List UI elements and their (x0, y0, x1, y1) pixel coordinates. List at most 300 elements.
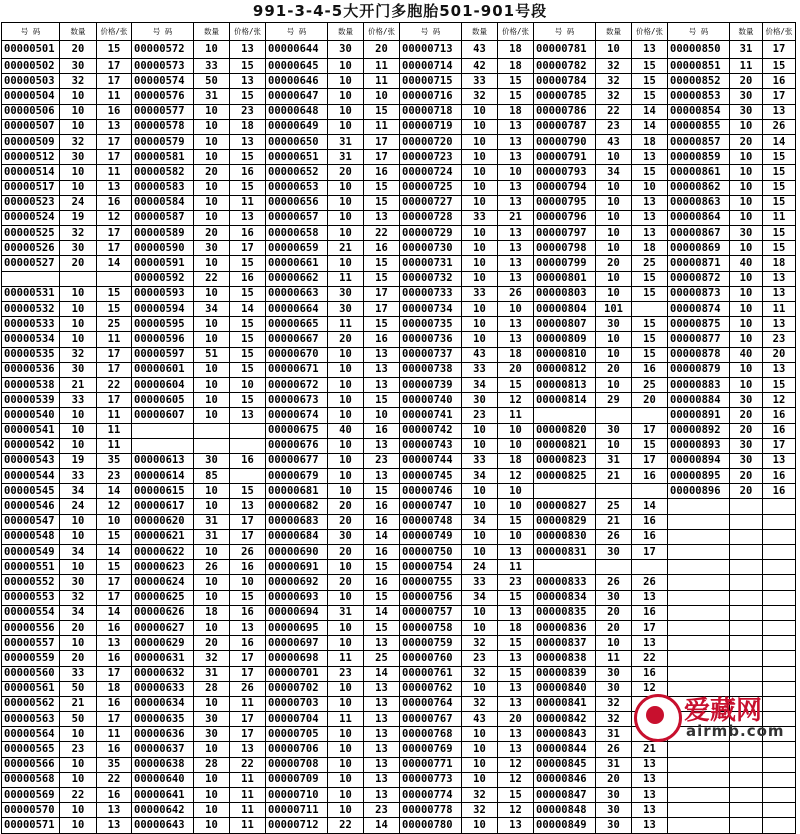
cell-qty: 20 (730, 74, 763, 89)
cell-code: 00000797 (534, 226, 596, 241)
cell-qty: 20 (328, 514, 364, 529)
cell-price: 15 (364, 256, 400, 271)
table-row (2, 666, 796, 681)
cell-price: 17 (230, 712, 266, 727)
cell-qty: 10 (328, 742, 364, 757)
cell-price: 11 (97, 438, 132, 453)
cell-price: 13 (364, 377, 400, 392)
cell-price: 15 (97, 529, 132, 544)
cell-qty (730, 499, 763, 514)
cell-qty: 10 (462, 772, 498, 787)
cell-qty: 10 (462, 332, 498, 347)
cell-code (668, 666, 730, 681)
cell-qty (730, 788, 763, 803)
table-row (2, 757, 796, 772)
cell-qty: 10 (194, 134, 230, 149)
cell-price: 10 (498, 438, 534, 453)
cell-price: 18 (498, 620, 534, 635)
cell-price: 17 (230, 727, 266, 742)
cell-price: 13 (498, 605, 534, 620)
cell-qty: 10 (194, 803, 230, 818)
header-qty: 数量 (730, 23, 763, 41)
cell-price: 15 (498, 514, 534, 529)
cell-qty (730, 529, 763, 544)
cell-qty: 20 (60, 41, 97, 59)
cell-qty: 32 (462, 666, 498, 681)
cell-qty: 32 (596, 89, 632, 104)
cell-price: 15 (763, 180, 796, 195)
cell-code: 00000784 (534, 74, 596, 89)
table-row (2, 362, 796, 377)
cell-price: 22 (364, 226, 400, 241)
cell-price: 15 (632, 317, 668, 332)
cell-price: 17 (230, 514, 266, 529)
cell-code: 00000873 (668, 286, 730, 301)
cell-price: 13 (364, 362, 400, 377)
cell-price: 16 (230, 271, 266, 286)
cell-code: 00000771 (400, 757, 462, 772)
table-row (2, 377, 796, 392)
cell-price: 17 (364, 286, 400, 301)
cell-code: 00000648 (266, 104, 328, 119)
cell-code: 00000552 (2, 575, 60, 590)
cell-qty: 10 (462, 241, 498, 256)
cell-price: 10 (498, 302, 534, 317)
cell-price: 23 (97, 469, 132, 484)
cell-code (668, 757, 730, 772)
cell-qty: 10 (462, 742, 498, 757)
cell-qty: 22 (194, 271, 230, 286)
cell-price: 15 (364, 180, 400, 195)
cell-price: 10 (498, 165, 534, 180)
cell-qty: 10 (60, 104, 97, 119)
cell-qty (730, 757, 763, 772)
cell-qty: 10 (328, 620, 364, 635)
cell-price: 20 (632, 393, 668, 408)
cell-code (534, 560, 596, 575)
header-price: 价格/张 (97, 23, 132, 41)
cell-qty: 10 (194, 41, 230, 59)
cell-price: 13 (498, 134, 534, 149)
cell-code: 00000546 (2, 499, 60, 514)
cell-code: 00000849 (534, 818, 596, 833)
cell-code: 00000584 (132, 195, 194, 210)
cell-qty: 22 (60, 788, 97, 803)
cell-code: 00000670 (266, 347, 328, 362)
cell-qty (730, 514, 763, 529)
cell-code: 00000728 (400, 210, 462, 225)
cell-price (763, 514, 796, 529)
cell-price: 14 (763, 134, 796, 149)
cell-qty: 20 (730, 469, 763, 484)
cell-code: 00000638 (132, 757, 194, 772)
table-row (2, 256, 796, 271)
table-row (2, 393, 796, 408)
cell-code: 00000658 (266, 226, 328, 241)
cell-code: 00000846 (534, 772, 596, 787)
cell-price: 11 (230, 818, 266, 833)
cell-price: 17 (97, 590, 132, 605)
cell-price: 13 (364, 681, 400, 696)
cell-code: 00000859 (668, 150, 730, 165)
cell-qty: 30 (60, 59, 97, 74)
cell-price: 13 (97, 818, 132, 833)
header-row (2, 23, 796, 41)
cell-price: 13 (498, 180, 534, 195)
cell-code: 00000863 (668, 195, 730, 210)
cell-price: 15 (364, 560, 400, 575)
cell-qty: 10 (730, 286, 763, 301)
cell-price: 16 (97, 195, 132, 210)
cell-price: 13 (632, 41, 668, 59)
cell-price: 11 (364, 74, 400, 89)
cell-price: 15 (230, 317, 266, 332)
cell-qty: 10 (60, 757, 97, 772)
cell-qty: 10 (462, 134, 498, 149)
cell-qty: 32 (462, 636, 498, 651)
cell-price: 16 (763, 423, 796, 438)
cell-price: 11 (364, 59, 400, 74)
cell-code: 00000574 (132, 74, 194, 89)
cell-code: 00000597 (132, 347, 194, 362)
cell-code: 00000812 (534, 362, 596, 377)
cell-qty: 11 (328, 271, 364, 286)
cell-code: 00000633 (132, 681, 194, 696)
cell-price: 15 (364, 195, 400, 210)
cell-code: 00000605 (132, 393, 194, 408)
cell-qty: 10 (596, 195, 632, 210)
cell-code: 00000566 (2, 757, 60, 772)
cell-price: 13 (632, 757, 668, 772)
header-code: 号 码 (132, 23, 194, 41)
cell-price: 17 (632, 453, 668, 468)
cell-qty: 10 (328, 757, 364, 772)
cell-qty: 20 (194, 636, 230, 651)
cell-code: 00000893 (668, 438, 730, 453)
cell-price (763, 605, 796, 620)
cell-qty: 10 (730, 317, 763, 332)
cell-price (632, 408, 668, 423)
cell-qty: 11 (730, 59, 763, 74)
cell-code: 00000637 (132, 742, 194, 757)
cell-price: 13 (632, 210, 668, 225)
cell-qty: 30 (328, 529, 364, 544)
cell-price: 10 (632, 180, 668, 195)
cell-code: 00000554 (2, 605, 60, 620)
cell-qty: 10 (328, 681, 364, 696)
cell-price: 16 (97, 104, 132, 119)
cell-qty: 30 (596, 803, 632, 818)
cell-qty: 21 (596, 514, 632, 529)
cell-code: 00000712 (266, 818, 328, 833)
cell-qty: 23 (60, 742, 97, 757)
cell-price: 17 (97, 59, 132, 74)
cell-code: 00000701 (266, 666, 328, 681)
cell-qty: 28 (194, 681, 230, 696)
cell-code: 00000814 (534, 393, 596, 408)
cell-code (132, 438, 194, 453)
cell-price: 14 (632, 104, 668, 119)
cell-price: 14 (364, 605, 400, 620)
cell-qty: 20 (596, 772, 632, 787)
cell-price: 14 (364, 818, 400, 833)
cell-price: 15 (230, 150, 266, 165)
cell-qty: 10 (194, 286, 230, 301)
cell-qty: 10 (596, 347, 632, 362)
cell-code: 00000526 (2, 241, 60, 256)
cell-price: 17 (763, 438, 796, 453)
cell-price: 17 (97, 666, 132, 681)
cell-qty: 10 (730, 195, 763, 210)
cell-price: 13 (498, 256, 534, 271)
cell-qty: 23 (328, 666, 364, 681)
cell-code: 00000590 (132, 241, 194, 256)
cell-price: 17 (763, 41, 796, 59)
table-row (2, 195, 796, 210)
cell-qty: 33 (462, 210, 498, 225)
cell-price: 15 (97, 560, 132, 575)
cell-code: 00000556 (2, 620, 60, 635)
cell-code: 00000539 (2, 393, 60, 408)
cell-price: 20 (364, 41, 400, 59)
cell-price: 23 (230, 104, 266, 119)
cell-price (230, 469, 266, 484)
cell-price: 35 (97, 757, 132, 772)
cell-qty: 32 (462, 803, 498, 818)
cell-code: 00000878 (668, 347, 730, 362)
cell-code: 00000594 (132, 302, 194, 317)
watermark-cn: 爱藏网 (684, 696, 763, 726)
cell-price (97, 271, 132, 286)
cell-qty: 10 (60, 772, 97, 787)
cell-code: 00000810 (534, 347, 596, 362)
cell-qty: 10 (328, 438, 364, 453)
cell-price (763, 575, 796, 590)
cell-code: 00000672 (266, 377, 328, 392)
cell-code: 00000839 (534, 666, 596, 681)
cell-price (632, 302, 668, 317)
airmb-logo-icon (634, 694, 682, 742)
cell-price (763, 651, 796, 666)
cell-qty: 10 (328, 256, 364, 271)
cell-qty: 10 (596, 150, 632, 165)
cell-qty: 10 (194, 499, 230, 514)
cell-qty: 10 (194, 150, 230, 165)
cell-code: 00000644 (266, 41, 328, 59)
cell-qty: 50 (60, 681, 97, 696)
cell-price: 23 (498, 575, 534, 590)
cell-qty: 10 (596, 286, 632, 301)
cell-price: 26 (763, 119, 796, 134)
cell-qty: 34 (596, 165, 632, 180)
cell-qty: 30 (60, 362, 97, 377)
cell-code: 00000711 (266, 803, 328, 818)
cell-qty: 10 (596, 226, 632, 241)
cell-qty (730, 560, 763, 575)
cell-code: 00000895 (668, 469, 730, 484)
cell-code: 00000837 (534, 636, 596, 651)
cell-qty: 30 (194, 712, 230, 727)
cell-code: 00000738 (400, 362, 462, 377)
cell-code: 00000695 (266, 620, 328, 635)
cell-price: 13 (763, 317, 796, 332)
cell-price: 10 (498, 499, 534, 514)
cell-code: 00000718 (400, 104, 462, 119)
cell-qty (730, 636, 763, 651)
cell-price: 15 (632, 286, 668, 301)
cell-code: 00000896 (668, 484, 730, 499)
cell-code: 00000767 (400, 712, 462, 727)
cell-price: 16 (230, 453, 266, 468)
cell-code: 00000761 (400, 666, 462, 681)
cell-price: 13 (498, 727, 534, 742)
cell-qty: 10 (462, 484, 498, 499)
cell-code: 00000848 (534, 803, 596, 818)
cell-price: 22 (230, 757, 266, 772)
table-row (2, 560, 796, 575)
cell-price: 15 (763, 59, 796, 74)
cell-price: 13 (498, 742, 534, 757)
cell-qty: 30 (60, 241, 97, 256)
cell-qty: 40 (328, 423, 364, 438)
cell-code: 00000796 (534, 210, 596, 225)
cell-code: 00000741 (400, 408, 462, 423)
cell-qty: 10 (462, 165, 498, 180)
cell-qty: 34 (462, 590, 498, 605)
cell-code (668, 788, 730, 803)
header-price: 价格/张 (230, 23, 266, 41)
cell-price: 14 (97, 484, 132, 499)
cell-price: 13 (763, 453, 796, 468)
cell-qty (596, 560, 632, 575)
cell-code: 00000663 (266, 286, 328, 301)
cell-qty: 21 (60, 696, 97, 711)
cell-qty: 31 (194, 89, 230, 104)
cell-price: 13 (632, 636, 668, 651)
cell-price: 15 (632, 165, 668, 180)
cell-qty: 32 (60, 347, 97, 362)
cell-price: 17 (97, 134, 132, 149)
cell-price: 15 (498, 666, 534, 681)
cell-code: 00000780 (400, 818, 462, 833)
cell-price: 16 (230, 636, 266, 651)
cell-code: 00000601 (132, 362, 194, 377)
cell-price: 15 (230, 332, 266, 347)
cell-price: 11 (230, 772, 266, 787)
cell-qty: 10 (60, 818, 97, 833)
cell-qty: 33 (462, 575, 498, 590)
cell-price: 13 (364, 636, 400, 651)
cell-code: 00000578 (132, 119, 194, 134)
cell-price: 12 (632, 681, 668, 696)
cell-price: 13 (498, 651, 534, 666)
cell-code: 00000750 (400, 545, 462, 560)
cell-price: 13 (97, 636, 132, 651)
cell-code (2, 271, 60, 286)
header-qty: 数量 (194, 23, 230, 41)
cell-price: 16 (230, 226, 266, 241)
cell-code: 00000790 (534, 134, 596, 149)
cell-qty: 10 (462, 818, 498, 833)
cell-code: 00000502 (2, 59, 60, 74)
cell-qty: 30 (730, 453, 763, 468)
cell-price: 13 (498, 332, 534, 347)
cell-code: 00000507 (2, 119, 60, 134)
cell-code: 00000547 (2, 514, 60, 529)
cell-code: 00000697 (266, 636, 328, 651)
cell-qty (730, 620, 763, 635)
cell-qty: 10 (194, 484, 230, 499)
cell-code: 00000559 (2, 651, 60, 666)
cell-code: 00000657 (266, 210, 328, 225)
cell-code: 00000698 (266, 651, 328, 666)
cell-code: 00000862 (668, 180, 730, 195)
cell-price (763, 666, 796, 681)
cell-price: 23 (364, 453, 400, 468)
cell-price: 13 (230, 742, 266, 757)
cell-code: 00000705 (266, 727, 328, 742)
cell-qty: 10 (462, 104, 498, 119)
cell-qty: 33 (60, 666, 97, 681)
cell-code: 00000536 (2, 362, 60, 377)
cell-qty: 31 (194, 666, 230, 681)
cell-code: 00000732 (400, 271, 462, 286)
cell-qty: 10 (60, 529, 97, 544)
cell-qty: 10 (194, 818, 230, 833)
cell-price: 10 (97, 514, 132, 529)
cell-qty: 32 (60, 134, 97, 149)
cell-price: 13 (632, 150, 668, 165)
cell-qty: 10 (462, 226, 498, 241)
cell-code: 00000573 (132, 59, 194, 74)
cell-qty: 30 (60, 150, 97, 165)
cell-price: 16 (632, 469, 668, 484)
cell-code: 00000540 (2, 408, 60, 423)
cell-price: 11 (763, 302, 796, 317)
cell-price: 15 (632, 89, 668, 104)
cell-price: 16 (763, 469, 796, 484)
cell-code: 00000650 (266, 134, 328, 149)
cell-code: 00000835 (534, 605, 596, 620)
cell-code: 00000624 (132, 575, 194, 590)
cell-qty: 10 (328, 788, 364, 803)
cell-price: 13 (230, 41, 266, 59)
cell-price: 16 (364, 241, 400, 256)
cell-price: 16 (364, 514, 400, 529)
table-row (2, 575, 796, 590)
cell-price (763, 803, 796, 818)
cell-code (668, 620, 730, 635)
cell-code: 00000684 (266, 529, 328, 544)
cell-code: 00000715 (400, 74, 462, 89)
cell-qty: 11 (596, 651, 632, 666)
cell-code: 00000653 (266, 180, 328, 195)
cell-price: 17 (230, 241, 266, 256)
cell-qty: 10 (194, 575, 230, 590)
cell-code: 00000676 (266, 438, 328, 453)
cell-qty: 26 (596, 742, 632, 757)
cell-code: 00000538 (2, 377, 60, 392)
cell-code: 00000534 (2, 332, 60, 347)
cell-code: 00000682 (266, 499, 328, 514)
cell-qty: 10 (328, 453, 364, 468)
cell-code: 00000557 (2, 636, 60, 651)
cell-price: 13 (498, 696, 534, 711)
cell-code (668, 514, 730, 529)
cell-price: 15 (230, 347, 266, 362)
cell-code: 00000583 (132, 180, 194, 195)
cell-price: 13 (498, 150, 534, 165)
